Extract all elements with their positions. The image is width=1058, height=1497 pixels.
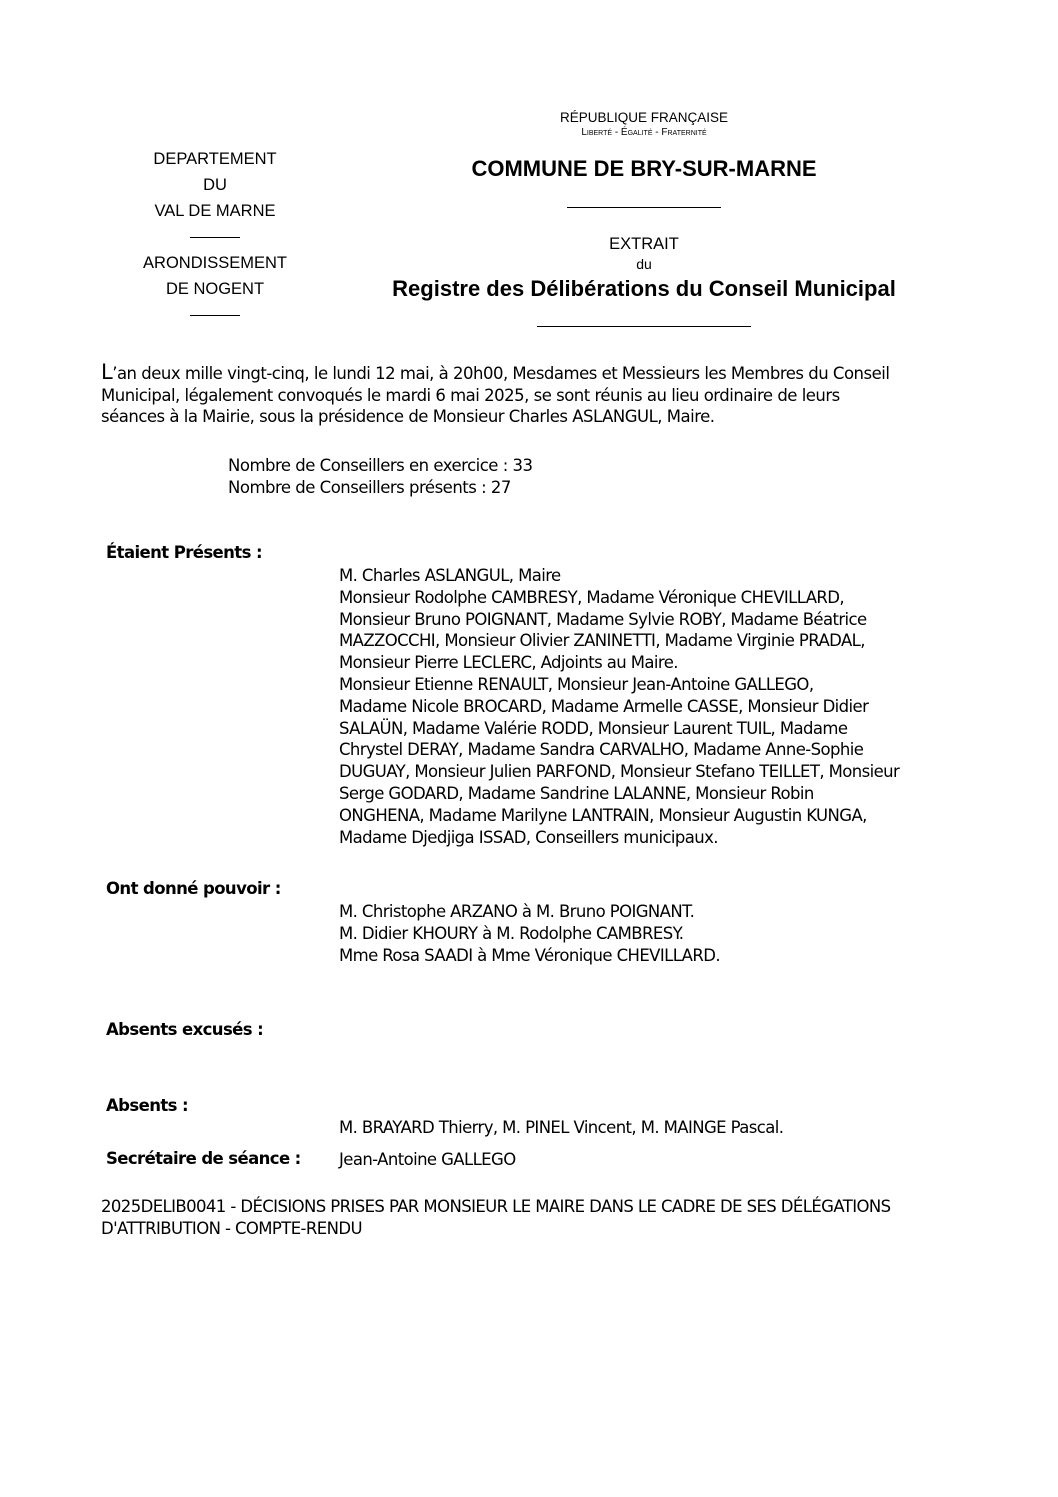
count-presents: Nombre de Conseillers présents : 27 [228, 478, 511, 497]
divider [110, 302, 320, 328]
pouvoir-label: Ont donné pouvoir : [106, 879, 281, 898]
divider [110, 224, 320, 250]
list-line: Monsieur Etienne RENAULT, Monsieur Jean-Antoine GALLEGO, [339, 674, 814, 694]
divider [567, 207, 721, 208]
excuses-label: Absents excusés : [106, 1020, 264, 1039]
pouvoir-list [339, 901, 959, 966]
divider [537, 326, 751, 327]
list-line: M. Didier KHOURY à M. Rodolphe CAMBRESY. [339, 923, 684, 943]
list-line: ONGHENA, Madame Marilyne LANTRAIN, Monsieur Augustin KUNGA, [339, 805, 867, 825]
intro-line: séances à la Mairie, sous la présidence de Monsieur Charles ASLANGUL, Maire. [101, 407, 715, 426]
presents-list [339, 565, 959, 848]
department-block [110, 146, 320, 328]
secretaire-label: Secrétaire de séance : [106, 1149, 301, 1168]
list-line: Chrystel DERAY, Madame Sandra CARVALHO, Madame Anne-Sophie [339, 740, 864, 760]
drop-cap: L [101, 360, 113, 384]
list-line: M. Christophe ARZANO à M. Bruno POIGNANT. [339, 902, 695, 921]
extrait-label: EXTRAIT [609, 235, 679, 253]
list-line: Serge GODARD, Madame Sandrine LALANNE, Monsieur Robin [339, 783, 814, 803]
intro-line: ’an deux mille vingt-cinq, le lundi 12 mai, à 20h00, Mesdames et Messieurs les Membres du Conseil [112, 364, 890, 383]
republique-devise: Liberté - Égalité - Fraternité [581, 127, 707, 138]
list-line: Monsieur Pierre LECLERC, Adjoints au Maire. [339, 653, 678, 673]
secretaire-name: Jean-Antoine GALLEGO [339, 1150, 516, 1169]
presents-label: Étaient Présents : [106, 543, 262, 562]
commune-title: COMMUNE DE BRY-SUR-MARNE [471, 156, 817, 181]
list-line: M. BRAYARD Thierry, M. PINEL Vincent, M. MAINGE Pascal. [339, 1118, 784, 1137]
intro-line: Municipal, légalement convoqués le mardi 6 mai 2025, se sont réunis au lieu ordinaire de leurs [101, 385, 840, 405]
department-line: DEPARTEMENT [153, 150, 277, 168]
counts-block [228, 455, 828, 499]
du-label: du [636, 256, 652, 272]
department-line: VAL DE MARNE [154, 202, 276, 220]
list-line: Madame Nicole BROCARD, Madame Armelle CASSE, Monsieur Didier [339, 696, 869, 716]
list-line: Mme Rosa SAADI à Mme Véronique CHEVILLARD. [339, 945, 720, 965]
list-line: Monsieur Rodolphe CAMBRESY, Madame Véronique CHEVILLARD, [339, 587, 845, 607]
count-exercice: Nombre de Conseillers en exercice : 33 [228, 456, 533, 475]
arrondissement-line: ARONDISSEMENT [143, 254, 287, 272]
deliberation-title [101, 1196, 961, 1240]
list-line: MAZZOCCHI, Monsieur Olivier ZANINETTI, Madame Virginie PRADAL, [339, 631, 865, 651]
absents-list [339, 1117, 959, 1139]
deliberation-line: D'ATTRIBUTION - COMPTE-RENDU [101, 1219, 362, 1238]
deliberation-line: 2025DELIB0041 - DÉCISIONS PRISES PAR MONSIEUR LE MAIRE DANS LE CADRE DE SES DÉLÉGATIONS [101, 1197, 891, 1216]
arrondissement-line: DE NOGENT [165, 280, 265, 298]
intro-paragraph [101, 362, 961, 428]
absents-label: Absents : [106, 1096, 188, 1115]
registre-title: Registre des Délibérations du Conseil Municipal [392, 276, 896, 301]
department-line: DU [203, 176, 227, 194]
list-line: SALAÜN, Madame Valérie RODD, Monsieur Laurent TUIL, Madame [339, 718, 848, 738]
list-line: DUGUAY, Monsieur Julien PARFOND, Monsieur Stefano TEILLET, Monsieur [339, 762, 900, 782]
republique-title: RÉPUBLIQUE FRANÇAISE [559, 110, 729, 125]
list-line: M. Charles ASLANGUL, Maire [339, 566, 561, 585]
list-line: Madame Djedjiga ISSAD, Conseillers municipaux. [339, 827, 718, 847]
list-line: Monsieur Bruno POIGNANT, Madame Sylvie ROBY, Madame Béatrice [339, 609, 867, 629]
